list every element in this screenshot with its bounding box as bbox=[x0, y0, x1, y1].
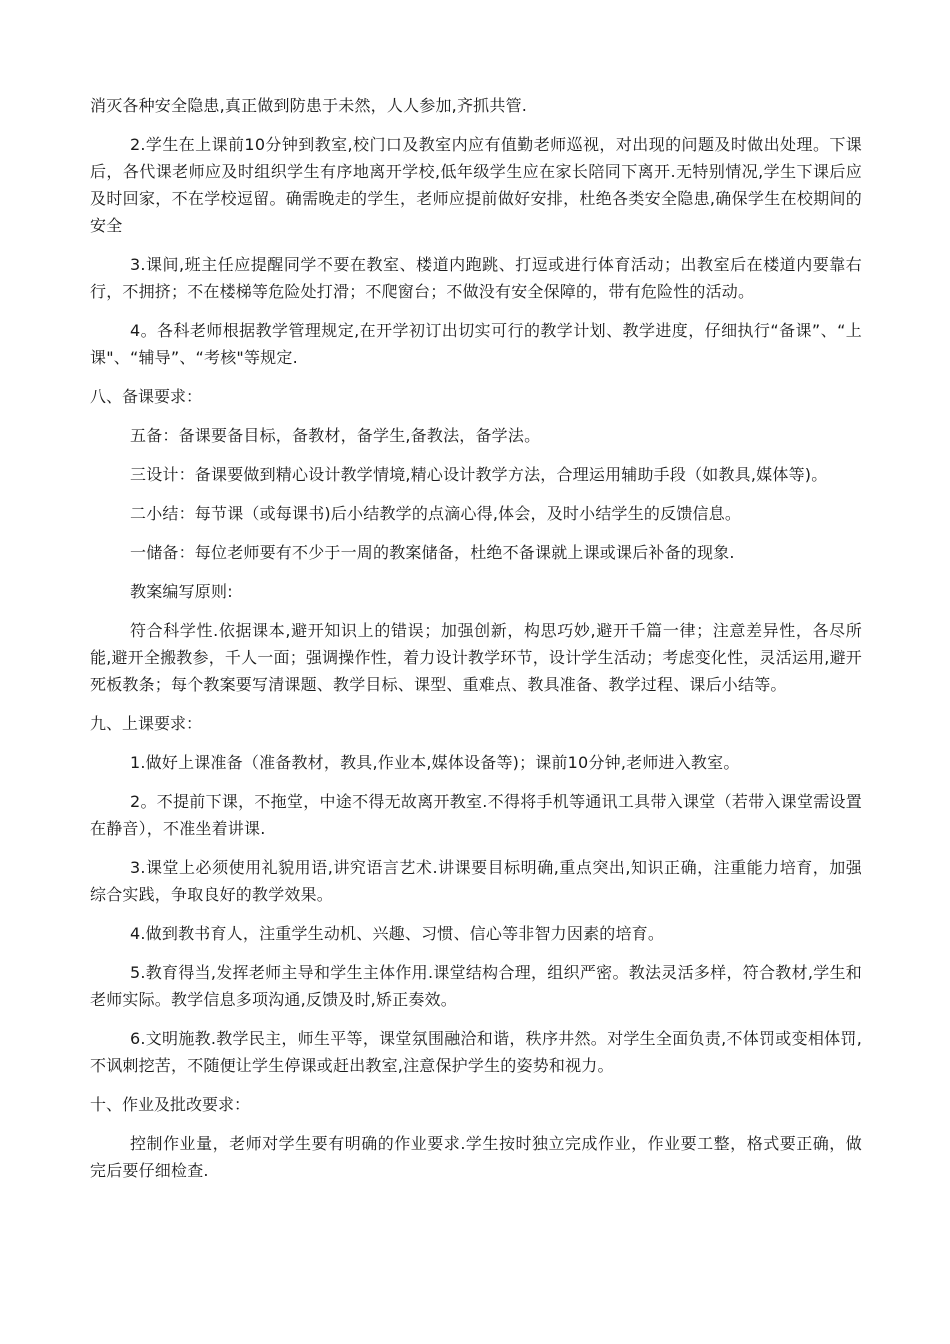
paragraph-class-rule-6: 6.文明施教.教学民主，师生平等，课堂氛围融洽和谐，秩序井然。对学生全面负责,不体罚或变相体罚,不讽刺挖苦，不随便让学生停课或赶出教室,注意保护学生的姿势和视力。 bbox=[90, 1029, 862, 1075]
paragraph-five-prep: 五备：备课要备目标，备教材，备学生,备教法，备学法。 bbox=[130, 426, 541, 445]
paragraph-rule-4-teaching-plan: 4。各科老师根据教学管理规定,在开学初订出切实可行的教学计划、教学进度，仔细执行“备课”、“上课"、“辅导”、“考核"等规定. bbox=[90, 321, 862, 367]
paragraph-lesson-plan-principles: 符合科学性.依据课本,避开知识上的错误；加强创新，构思巧妙,避开千篇一律；注意差异性，各尽所能,避开全搬教参，千人一面；强调操作性，着力设计教学环节，设计学生活动；考虑变化性，灵活运用,避开死板教条；每个教案要写清课题、教学目标、课型、重难点、教具准备、教学过程、课后小结等。 bbox=[90, 621, 862, 694]
paragraph-class-rule-5: 5.教育得当,发挥老师主导和学生主体作用.课堂结构合理，组织严密。教法灵活多样，符合教材,学生和老师实际。教学信息多项沟通,反馈及时,矫正奏效。 bbox=[90, 963, 862, 1009]
paragraph-three-design: 三设计：备课要做到精心设计教学情境,精心设计教学方法，合理运用辅助手段（如教具,媒体等)。 bbox=[130, 465, 828, 484]
paragraph-one-reserve: 一储备：每位老师要有不少于一周的教案储备，杜绝不备课就上课或课后补备的现象. bbox=[130, 543, 735, 562]
paragraph-lesson-plan-principles-title: 教案编写原则: bbox=[130, 582, 233, 601]
paragraph-rule-2-arrival: 2.学生在上课前10分钟到教室,校门口及教室内应有值勤老师巡视，对出现的问题及时做出处理。下课后，各代课老师应及时组织学生有序地离开学校,低年级学生应在家长陪同下离开.无特别情况,学生下课后应及时回家，不在学校逗留。确需晚走的学生，老师应提前做好安排，杜绝各类安全隐患,确保学生在校期间的安全 bbox=[90, 135, 862, 235]
paragraph-class-rule-2: 2。不提前下课，不拖堂，中途不得无故离开教室.不得将手机等通讯工具带入课堂（若带入课堂需设置在静音），不准坐着讲课. bbox=[90, 792, 862, 838]
paragraph-class-rule-1: 1.做好上课准备（准备教材，教具,作业本,媒体设备等)；课前10分钟,老师进入教室。 bbox=[130, 753, 740, 772]
paragraph-class-rule-3: 3.课堂上必须使用礼貌用语,讲究语言艺术.讲课要目标明确,重点突出,知识正确，注重能力培育，加强综合实践，争取良好的教学效果。 bbox=[90, 858, 862, 904]
paragraph-rule-3-recess: 3.课间,班主任应提醒同学不要在教室、楼道内跑跳、打逗或进行体育活动；出教室后在楼道内要靠右行，不拥挤；不在楼梯等危险处打滑；不爬窗台；不做没有安全保障的，带有危险性的活动。 bbox=[90, 255, 862, 301]
section-heading-9: 九、上课要求： bbox=[90, 714, 203, 733]
paragraph-safety-closing: 消灭各种安全隐患,真正做到防患于未然，人人参加,齐抓共管. bbox=[90, 96, 528, 115]
section-heading-10: 十、作业及批改要求： bbox=[90, 1095, 251, 1114]
paragraph-two-summary: 二小结：每节课（或每课书)后小结教学的点滴心得,体会，及时小结学生的反馈信息。 bbox=[130, 504, 742, 523]
document-page bbox=[90, 92, 862, 1196]
paragraph-class-rule-4: 4.做到教书育人，注重学生动机、兴趣、习惯、信心等非智力因素的培育。 bbox=[130, 924, 665, 943]
paragraph-homework: 控制作业量，老师对学生要有明确的作业要求.学生按时独立完成作业，作业要工整，格式要正确，做完后要仔细检查. bbox=[90, 1134, 862, 1180]
section-heading-8: 八、备课要求： bbox=[90, 387, 203, 406]
